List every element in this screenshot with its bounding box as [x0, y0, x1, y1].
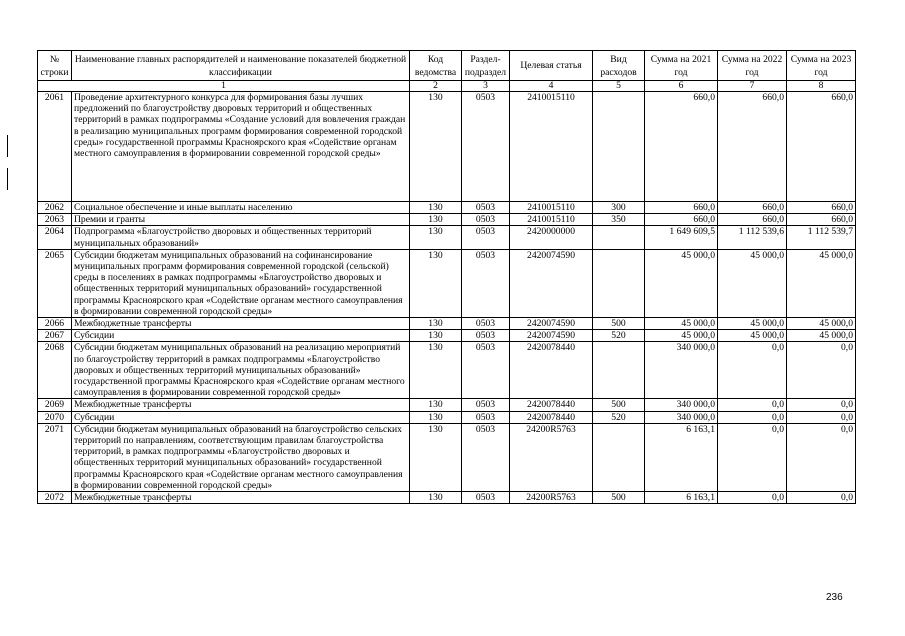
table-header-row: [38, 51, 856, 81]
row-sum-2023: 0,0: [787, 399, 856, 411]
row-section: 0503: [462, 202, 510, 214]
row-section: 0503: [462, 249, 510, 317]
row-sum-2021: 340 000,0: [645, 342, 718, 399]
row-expense-type: 500: [593, 492, 645, 504]
row-sum-2021: 340 000,0: [645, 411, 718, 423]
row-name: Премии и гранты: [72, 214, 410, 226]
header-sum-2023: Сумма на 2023 год: [787, 51, 856, 81]
row-name: Субсидии бюджетам муниципальных образований на благоустройство сельских территорий по направлениям, соответствующим правилам благоустройства территорий, в рамках подпрограммы «Благоустройство дворовых и общественных территорий муниципальных образований» государственной программы Красноярского края «Содействие органам местного самоуправления в формировании современной городской среды»: [72, 423, 410, 491]
header-name: Наименование главных распорядителей и наименование показателей бюджетной классификации: [72, 51, 410, 81]
row-sum-2022: 0,0: [718, 399, 787, 411]
column-number: 7: [718, 81, 787, 92]
row-target: 2420074590: [510, 330, 593, 342]
row-number: 2064: [38, 226, 72, 249]
table-row: [38, 342, 856, 399]
row-sum-2022: 0,0: [718, 342, 787, 399]
row-name: Межбюджетные трансферты: [72, 492, 410, 504]
row-name: Субсидии: [72, 330, 410, 342]
row-sum-2023: 45 000,0: [787, 249, 856, 317]
row-number: 2071: [38, 423, 72, 491]
row-section: 0503: [462, 330, 510, 342]
row-target: 24200R5763: [510, 423, 593, 491]
row-sum-2022: 45 000,0: [718, 318, 787, 330]
table-row: [38, 214, 856, 226]
table-row: [38, 249, 856, 317]
table-row: [38, 330, 856, 342]
row-number: 2062: [38, 202, 72, 214]
row-name: Социальное обеспечение и иные выплаты населению: [72, 202, 410, 214]
header-target: Целевая статья: [510, 51, 593, 81]
budget-table: [37, 50, 856, 504]
row-sum-2021: 660,0: [645, 202, 718, 214]
row-sum-2022: 45 000,0: [718, 330, 787, 342]
row-expense-type: [593, 92, 645, 202]
row-number: 2063: [38, 214, 72, 226]
column-number: 8: [787, 81, 856, 92]
row-number: 2061: [38, 92, 72, 202]
row-target: 2420074590: [510, 318, 593, 330]
header-section: Раздел-подраздел: [462, 51, 510, 81]
row-sum-2021: 6 163,1: [645, 492, 718, 504]
row-expense-type: 350: [593, 214, 645, 226]
table-row: [38, 92, 856, 202]
row-dept-code: 130: [410, 92, 462, 202]
row-sum-2021: 660,0: [645, 214, 718, 226]
row-dept-code: 130: [410, 330, 462, 342]
row-target: 2410015110: [510, 214, 593, 226]
row-target: 2420078440: [510, 411, 593, 423]
row-name: Подпрограмма «Благоустройство дворовых и общественных территорий муниципальных образований»: [72, 226, 410, 249]
row-section: 0503: [462, 226, 510, 249]
row-section: 0503: [462, 214, 510, 226]
row-sum-2022: 45 000,0: [718, 249, 787, 317]
row-number: 2065: [38, 249, 72, 317]
page-number: 236: [826, 592, 843, 603]
row-section: 0503: [462, 411, 510, 423]
row-number: 2068: [38, 342, 72, 399]
row-target: 2420074590: [510, 249, 593, 317]
row-expense-type: 500: [593, 318, 645, 330]
row-sum-2022: 0,0: [718, 492, 787, 504]
table-row: [38, 492, 856, 504]
row-name: Межбюджетные трансферты: [72, 399, 410, 411]
row-sum-2022: 0,0: [718, 411, 787, 423]
row-dept-code: 130: [410, 423, 462, 491]
row-sum-2023: 660,0: [787, 214, 856, 226]
row-sum-2022: 660,0: [718, 92, 787, 202]
row-sum-2023: 45 000,0: [787, 330, 856, 342]
row-dept-code: 130: [410, 342, 462, 399]
column-number: 6: [645, 81, 718, 92]
row-sum-2022: 660,0: [718, 214, 787, 226]
row-dept-code: 130: [410, 202, 462, 214]
row-dept-code: 130: [410, 411, 462, 423]
row-expense-type: 300: [593, 202, 645, 214]
table-row: [38, 423, 856, 491]
row-section: 0503: [462, 423, 510, 491]
row-sum-2021: 45 000,0: [645, 330, 718, 342]
row-target: 24200R5763: [510, 492, 593, 504]
row-expense-type: 520: [593, 330, 645, 342]
row-dept-code: 130: [410, 249, 462, 317]
row-sum-2022: 0,0: [718, 423, 787, 491]
row-sum-2022: 1 112 539,6: [718, 226, 787, 249]
table-row: [38, 318, 856, 330]
row-sum-2023: 660,0: [787, 92, 856, 202]
row-name: Субсидии бюджетам муниципальных образований на софинансирование муниципальных программ формирования современной городской (сельской) среды в поселениях в рамках подпрограммы «Благоустройство дворовых и общественных территорий муниципальных образований» государственной программы Красноярского края «Содействие органам местного самоуправления в формировании современной городской среды»: [72, 249, 410, 317]
row-sum-2022: 660,0: [718, 202, 787, 214]
row-name: Межбюджетные трансферты: [72, 318, 410, 330]
column-number-row: [38, 81, 856, 92]
row-target: 2420000000: [510, 226, 593, 249]
row-dept-code: 130: [410, 399, 462, 411]
row-sum-2023: 0,0: [787, 423, 856, 491]
margin-mark: [7, 135, 8, 157]
row-expense-type: [593, 226, 645, 249]
row-section: 0503: [462, 492, 510, 504]
row-section: 0503: [462, 92, 510, 202]
header-sum-2022: Сумма на 2022 год: [718, 51, 787, 81]
row-expense-type: [593, 423, 645, 491]
row-expense-type: [593, 249, 645, 317]
row-number: 2069: [38, 399, 72, 411]
row-sum-2023: 0,0: [787, 492, 856, 504]
header-sum-2021: Сумма на 2021 год: [645, 51, 718, 81]
row-target: 2420078440: [510, 399, 593, 411]
row-sum-2023: 0,0: [787, 342, 856, 399]
row-target: 2410015110: [510, 92, 593, 202]
table-row: [38, 202, 856, 214]
row-expense-type: [593, 342, 645, 399]
row-sum-2021: 45 000,0: [645, 318, 718, 330]
row-section: 0503: [462, 342, 510, 399]
row-section: 0503: [462, 399, 510, 411]
row-target: 2410015110: [510, 202, 593, 214]
column-number: 3: [462, 81, 510, 92]
column-number: 1: [38, 81, 410, 92]
row-name: Проведение архитектурного конкурса для формирования базы лучших предложений по благоустройству дворовых территорий и общественных территорий в рамках подпрограммы «Создание условий для вовлечения граждан в реализацию муниципальных программ формирования современной городской среды» государственной программы Красноярского края «Содействие органам местного самоуправления в формировании современной городской среды»: [72, 92, 410, 202]
row-sum-2021: 1 649 609,5: [645, 226, 718, 249]
row-number: 2072: [38, 492, 72, 504]
row-sum-2023: 45 000,0: [787, 318, 856, 330]
row-dept-code: 130: [410, 318, 462, 330]
row-section: 0503: [462, 318, 510, 330]
row-dept-code: 130: [410, 226, 462, 249]
table-row: [38, 226, 856, 249]
column-number: 4: [510, 81, 593, 92]
row-sum-2021: 340 000,0: [645, 399, 718, 411]
row-dept-code: 130: [410, 214, 462, 226]
header-expense-type: Вид расходов: [593, 51, 645, 81]
column-number: 2: [410, 81, 462, 92]
row-dept-code: 130: [410, 492, 462, 504]
table-row: [38, 399, 856, 411]
row-name: Субсидии бюджетам муниципальных образований на реализацию мероприятий по благоустройству территорий в рамках подпрограммы «Благоустройство дворовых и общественных территорий муниципальных образований» государственной программы Красноярского края «Содействие органам местного самоуправления в формировании современной городской среды»: [72, 342, 410, 399]
table-row: [38, 411, 856, 423]
margin-mark: [7, 168, 8, 190]
row-target: 2420078440: [510, 342, 593, 399]
row-name: Субсидии: [72, 411, 410, 423]
row-sum-2021: 660,0: [645, 92, 718, 202]
row-expense-type: 520: [593, 411, 645, 423]
row-expense-type: 500: [593, 399, 645, 411]
column-number: 5: [593, 81, 645, 92]
row-number: 2070: [38, 411, 72, 423]
row-number: 2066: [38, 318, 72, 330]
row-number: 2067: [38, 330, 72, 342]
header-dept-code: Код ведомства: [410, 51, 462, 81]
row-sum-2023: 1 112 539,7: [787, 226, 856, 249]
row-sum-2023: 0,0: [787, 411, 856, 423]
row-sum-2023: 660,0: [787, 202, 856, 214]
row-sum-2021: 45 000,0: [645, 249, 718, 317]
header-row-num: № строки: [38, 51, 72, 81]
row-sum-2021: 6 163,1: [645, 423, 718, 491]
